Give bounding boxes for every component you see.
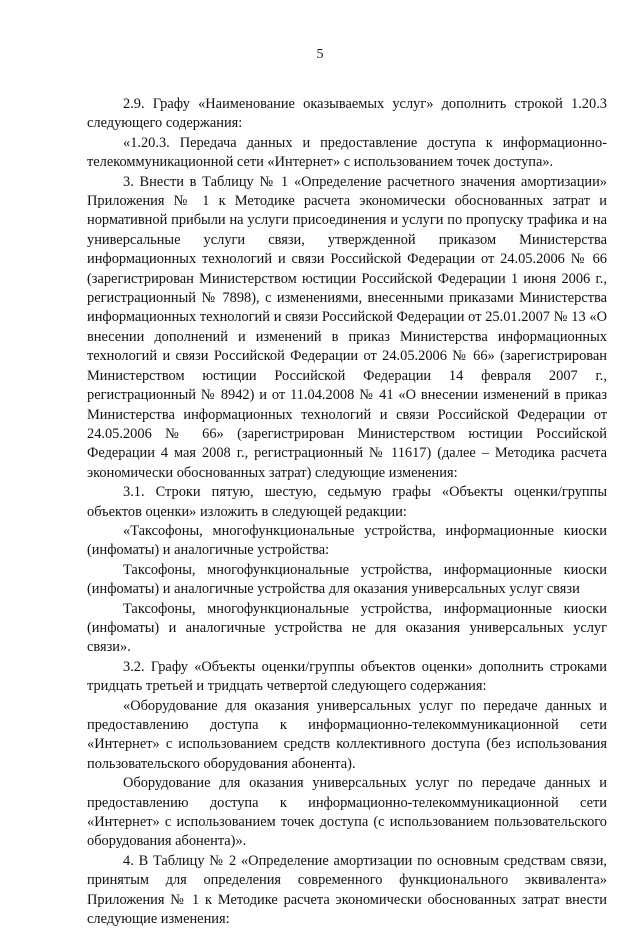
paragraph-taxophones-non-universal: Таксофоны, многофункциональные устройства, информационные киоски (инфоматы) и аналогичные устройства не для оказания универсальных услуг связи».: [87, 600, 607, 656]
paragraph-taxophones-universal: Таксофоны, многофункциональные устройства, информационные киоски (инфоматы) и аналогичные устройства для оказания универсальных услуг связи: [87, 561, 607, 598]
document-body: [87, 95, 607, 929]
paragraph-equipment-access-points: Оборудование для оказания универсальных услуг по передаче данных и предоставлению доступа к информационно-телекоммуникационной сети «Интернет» с использованием точек доступа (с использованием пользовательского оборудования абонента)».: [87, 775, 607, 850]
paragraph-taxophones-general: «Таксофоны, многофункциональные устройства, информационные киоски (инфоматы) и аналогичные устройства:: [87, 522, 607, 559]
paragraph-3-1: 3.1. Строки пятую, шестую, седьмую графы «Объекты оценки/группы объектов оценки» изложить в следующей редакции:: [87, 484, 607, 520]
paragraph-2-9: 2.9. Графу «Наименование оказываемых услуг» дополнить строкой 1.20.3 следующего содержания:: [87, 96, 607, 132]
paragraph-4: 4. В Таблицу № 2 «Определение амортизации по основным средствам связи, принятым для определения современного функционального эквивалента» Приложения № 1 к Методике расчета экономически обоснованных затрат внести следующие изменения:: [87, 852, 607, 928]
paragraph-3: 3. Внести в Таблицу № 1 «Определение расчетного значения амортизации» Приложения № 1 к Методике расчета экономически обоснованных затрат и нормативной прибыли на услуги присоединения и услуги по пропуску трафика и на универсальные услуги связи, утвержденной приказом Министерства информационных технологий и связи Российской Федерации от 24.05.2006 № 66 (зарегистрирован Министерством юстиции Российской Федерации 1 июня 2006 г., регистрационный № 7898), с изменениями, внесенными приказами Министерства информационных технологий и связи Российской Федерации от 25.01.2007 № 13 «О внесении дополнений и изменений в приказ Министерства информационных технологий и связи Российской Федерации от 24.05.2006 № 66» (зарегистрирован Министерством юстиции Российской Федерации 14 февраля 2007 г., регистрационный № 8942) и от 11.04.2008 № 41 «О внесении изменений в приказ Министерства информационных технологий и связи Российской Федерации от 24.05.2006 № 66» (зарегистрирован Министерством юстиции Российской Федерации 4 мая 2008 г., регистрационный № 11617) (далее – Методика расчета экономически обоснованных затрат) следующие изменения:: [87, 173, 607, 481]
paragraph-equipment-collective: «Оборудование для оказания универсальных услуг по передаче данных и предоставлению доступа к информационно-телекоммуникационной сети «Интернет» с использованием средств коллективного доступа (без использования пользовательского оборудования абонента).: [87, 697, 607, 772]
paragraph-1-20-3: «1.20.3. Передача данных и предоставление доступа к информационно-телекоммуникационной сети «Интернет» с использованием точек доступа».: [87, 134, 607, 171]
page-number: 5: [316, 47, 324, 62]
paragraph-3-2: 3.2. Графу «Объекты оценки/группы объектов оценки» дополнить строками тридцать третьей и тридцать четвертой следующего содержания:: [87, 658, 607, 695]
